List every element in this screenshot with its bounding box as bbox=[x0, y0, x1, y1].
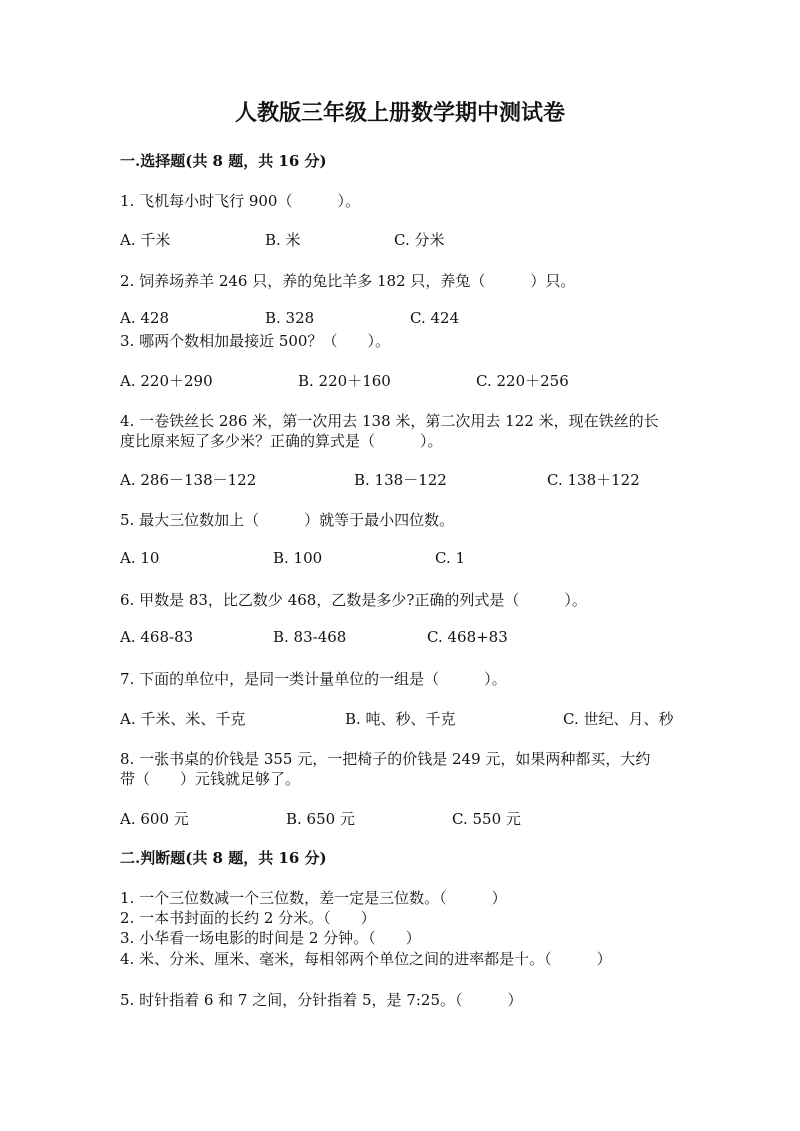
section-heading-judgement: 二.判断题(共 8 题，共 16 分) bbox=[120, 849, 327, 867]
page-title: 人教版三年级上册数学期中测试卷 bbox=[234, 100, 565, 126]
question-8-line-2: 带（ ）元钱就足够了。 bbox=[120, 770, 301, 788]
q2-option-a: A. 428 bbox=[120, 309, 169, 327]
q8-option-c: C. 550 元 bbox=[452, 810, 521, 828]
question-5: 5. 最大三位数加上（ ）就等于最小四位数。 bbox=[120, 511, 455, 529]
q2-option-b: B. 328 bbox=[265, 309, 315, 327]
judgement-item-4: 4. 米、分米、厘米、毫米，每相邻两个单位之间的进率都是十。（ ） bbox=[120, 950, 612, 968]
q5-option-a: A. 10 bbox=[120, 549, 160, 567]
q2-option-c: C. 424 bbox=[410, 309, 460, 327]
q5-option-c: C. 1 bbox=[435, 549, 466, 567]
judgement-item-2: 2. 一本书封面的长约 2 分米。（ ） bbox=[120, 909, 376, 927]
question-6: 6. 甲数是 83，比乙数少 468，乙数是多少?正确的列式是（ ）。 bbox=[120, 591, 587, 609]
q7-option-a: A. 千米、米、千克 bbox=[120, 710, 246, 728]
q3-option-b: B. 220＋160 bbox=[298, 372, 391, 390]
question-4-line-1: 4. 一卷铁丝长 286 米，第一次用去 138 米，第二次用去 122 米，现在铁丝的长 bbox=[120, 412, 659, 430]
q3-option-c: C. 220＋256 bbox=[476, 372, 569, 390]
question-4-line-2: 度比原来短了多少米？正确的算式是（ ）。 bbox=[120, 432, 443, 450]
section-heading-choice: 一.选择题(共 8 题，共 16 分) bbox=[120, 152, 327, 170]
q1-option-b: B. 米 bbox=[265, 231, 301, 249]
judgement-item-3: 3. 小华看一场电影的时间是 2 分钟。（ ） bbox=[120, 929, 421, 947]
question-8-line-1: 8. 一张书桌的价钱是 355 元，一把椅子的价钱是 249 元，如果两种都买，大约 bbox=[120, 750, 651, 768]
question-7: 7. 下面的单位中，是同一类计量单位的一组是（ ）。 bbox=[120, 670, 507, 688]
q8-option-b: B. 650 元 bbox=[286, 810, 355, 828]
question-3: 3. 哪两个数相加最接近 500？（ ）。 bbox=[120, 332, 390, 350]
q6-option-a: A. 468-83 bbox=[120, 628, 194, 646]
q6-option-c: C. 468+83 bbox=[427, 628, 508, 646]
q6-option-b: B. 83-468 bbox=[273, 628, 347, 646]
q4-option-b: B. 138－122 bbox=[354, 471, 447, 489]
judgement-item-5: 5. 时针指着 6 和 7 之间，分针指着 5，是 7:25。（ ） bbox=[120, 991, 523, 1009]
q4-option-a: A. 286－138－122 bbox=[120, 471, 257, 489]
q7-option-b: B. 吨、秒、千克 bbox=[345, 710, 456, 728]
q1-option-a: A. 千米 bbox=[120, 231, 171, 249]
q1-option-c: C. 分米 bbox=[394, 231, 445, 249]
q8-option-a: A. 600 元 bbox=[120, 810, 189, 828]
q7-option-c: C. 世纪、月、秒 bbox=[563, 710, 674, 728]
q4-option-c: C. 138＋122 bbox=[547, 471, 640, 489]
question-1: 1. 飞机每小时飞行 900（ ）。 bbox=[120, 192, 360, 210]
q3-option-a: A. 220＋290 bbox=[120, 372, 213, 390]
question-2: 2. 饲养场养羊 246 只，养的兔比羊多 182 只，养兔（ ）只。 bbox=[120, 272, 576, 290]
judgement-item-1: 1. 一个三位数减一个三位数，差一定是三位数。（ ） bbox=[120, 889, 507, 907]
q5-option-b: B. 100 bbox=[273, 549, 323, 567]
